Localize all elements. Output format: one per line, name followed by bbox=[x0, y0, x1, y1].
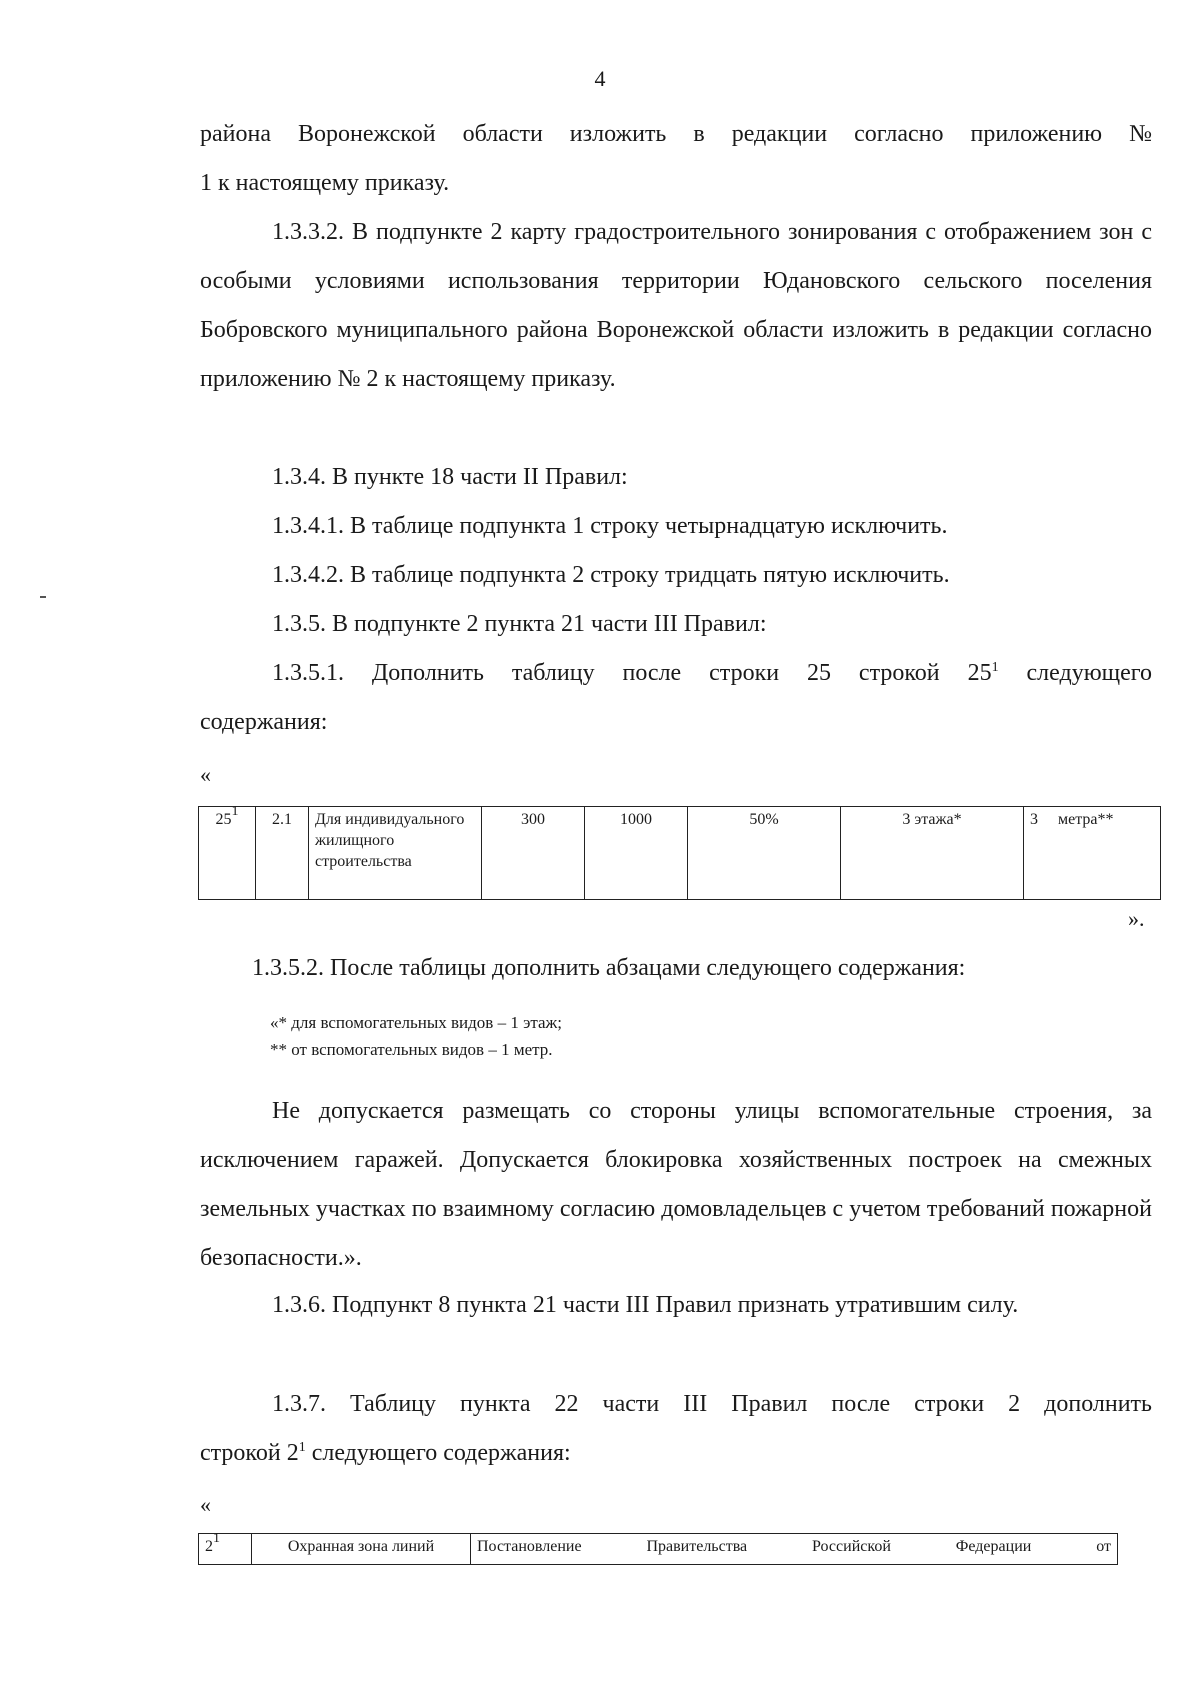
paragraph-1-3-7-line-2 bbox=[200, 1429, 1152, 1478]
row-number-cell bbox=[199, 804, 256, 900]
paragraph-1-3-3-2: 1.3.3.2. В подпункте 2 карту градостроительного зонирования с отображением зон с особыми условиями использования территории Юдановского сельского поселения Бобровского муниципального района Воронежской области изложить в редакции согласно приложению № 2 к настоящему приказу. bbox=[200, 219, 1152, 392]
row-number: 25 bbox=[215, 811, 232, 828]
paragraph-1-3-7-line-1: 1.3.7. Таблицу пункта 22 части III Правил после строки 2 дополнить bbox=[272, 1391, 1152, 1417]
row-number-cell bbox=[199, 1531, 252, 1565]
paragraph-1-3-7 bbox=[200, 1380, 1152, 1478]
footnote-2: ** от вспомогательных видов – 1 метр. bbox=[270, 1040, 553, 1059]
paragraph-1-3-5-1-text: 1.3.5.1. Дополнить таблицу после строки 25 строкой 25 bbox=[272, 660, 992, 686]
opening-quote-2: « bbox=[200, 1492, 211, 1517]
amendment-table-row-2-1 bbox=[198, 1533, 1118, 1565]
floors-cell: 3 этажа* bbox=[841, 807, 1024, 900]
footnote-1: «* для вспомогательных видов – 1 этаж; bbox=[270, 1013, 563, 1032]
paragraph-1-3-5-1-line-1 bbox=[200, 649, 1152, 698]
paragraph-1-3-6: 1.3.6. Подпункт 8 пункта 21 части III Правил признать утратившим силу. bbox=[272, 1292, 1019, 1318]
footnotes bbox=[270, 1009, 562, 1063]
superscript: 1 bbox=[231, 804, 239, 819]
amendment-table-row-25-1 bbox=[198, 806, 1161, 900]
indent-value: 3 bbox=[1030, 811, 1038, 828]
paragraph-1-3-4: 1.3.4. В пункте 18 части II Правил: bbox=[272, 464, 628, 490]
paragraph-restrictions: Не допускается размещать со стороны улицы вспомогательные строения, за исключением гаражей. Допускается блокировка хозяйственных построек на смежных земельных участках по взаимному согласию домовладельцев с учетом требований пожарной безопасности.». bbox=[200, 1098, 1152, 1271]
superscript: 1 bbox=[213, 1531, 220, 1546]
paragraph-1-3-5-1-text-end: следующего bbox=[998, 660, 1153, 686]
indent-unit: метра** bbox=[1058, 811, 1114, 828]
paragraph-1 bbox=[200, 110, 1152, 208]
paragraph-1-3-5: 1.3.5. В подпункте 2 пункта 21 части III Правил: bbox=[272, 611, 767, 637]
paragraph-1-3-5-1 bbox=[200, 649, 1152, 747]
use-type-cell: Для индивидуального жилищного строительства bbox=[309, 807, 482, 900]
paragraph-1-3-5-2: 1.3.5.2. После таблицы дополнить абзацами следующего содержания: bbox=[252, 955, 966, 981]
paragraph-1-3-4-2: 1.3.4.2. В таблице подпункта 2 строку тридцать пятую исключить. bbox=[272, 562, 950, 588]
table-row bbox=[199, 1534, 1118, 1565]
max-area-cell: 1000 bbox=[585, 807, 688, 900]
min-area-cell: 300 bbox=[482, 807, 585, 900]
percent-cell: 50% bbox=[688, 807, 841, 900]
closing-quote: ». bbox=[1128, 906, 1145, 931]
scan-artifact bbox=[40, 596, 46, 598]
row-number: 2 bbox=[205, 1538, 213, 1555]
paragraph-1-3-4-1: 1.3.4.1. В таблице подпункта 1 строку четырнадцатую исключить. bbox=[272, 513, 948, 539]
basis-cell: Постановление Правительства Российской Федерации от bbox=[471, 1534, 1118, 1565]
code-cell: 2.1 bbox=[256, 807, 309, 900]
paragraph-1-3-7-text: строкой 2 bbox=[200, 1440, 299, 1466]
superscript: 1 bbox=[298, 1440, 306, 1455]
zone-cell: Охранная зона линий bbox=[252, 1534, 471, 1565]
superscript: 1 bbox=[991, 660, 999, 675]
table-row bbox=[199, 807, 1161, 900]
paragraph-1-3-7-text-end: следующего содержания: bbox=[305, 1440, 571, 1466]
indent-cell bbox=[1024, 807, 1161, 900]
paragraph-1-line-1: района Воронежской области изложить в редакции согласно приложению № bbox=[200, 121, 1152, 147]
paragraph-1-3-5-1-line-2: содержания: bbox=[200, 709, 328, 735]
opening-quote: « bbox=[200, 762, 211, 787]
page-number: 4 bbox=[594, 66, 606, 91]
paragraph-1-line-2: 1 к настоящему приказу. bbox=[200, 170, 450, 196]
